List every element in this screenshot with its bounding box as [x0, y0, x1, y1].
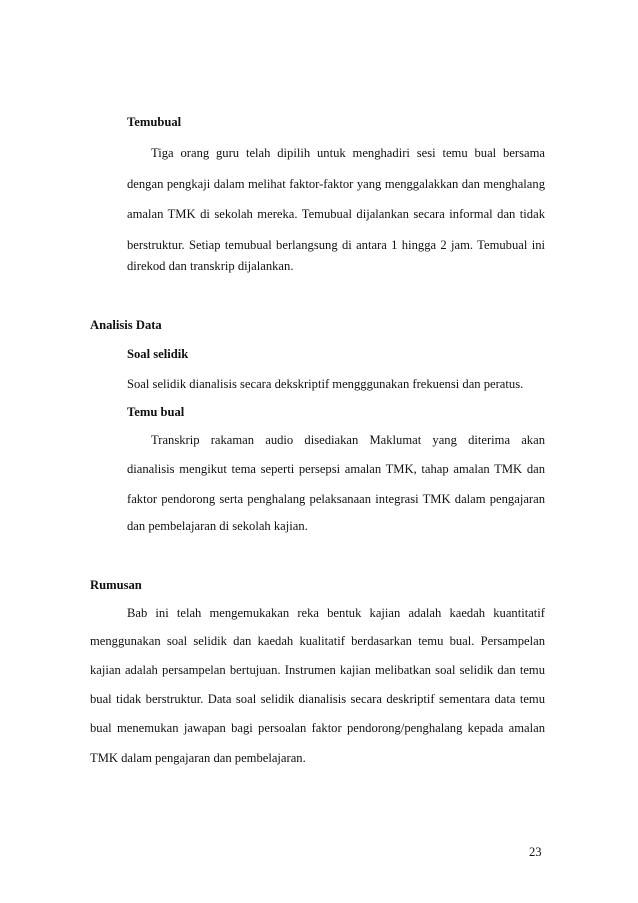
- temubual-line: direkod dan transkrip dijalankan.: [127, 259, 294, 273]
- rumusan-line: bual menemukan jawapan bagi persoalan faktor pendorong/penghalang kepada amalan: [90, 721, 545, 735]
- temu-bual-line: dianalisis mengikut tema seperti persepsi amalan TMK, tahap amalan TMK dan: [127, 462, 545, 476]
- temubual-line: amalan TMK di sekolah mereka. Temubual dijalankan secara informal dan tidak: [127, 207, 545, 221]
- page-number: 23: [529, 845, 542, 859]
- analisis-data-heading: Analisis Data: [90, 318, 162, 332]
- rumusan-line: bual tidak berstruktur. Data soal selidik dianalisis secara deskriptif sementara data temu: [90, 692, 545, 706]
- soal-selidik-text: Soal selidik dianalisis secara dekskriptif mengggunakan frekuensi dan peratus.: [127, 377, 524, 391]
- temu-bual-line: dan pembelajaran di sekolah kajian.: [127, 519, 308, 533]
- rumusan-line: Bab ini telah mengemukakan reka bentuk kajian adalah kaedah kuantitatif: [127, 606, 545, 620]
- rumusan-line: menggunakan soal selidik dan kaedah kualitatif berdasarkan temu bual. Persampelan: [90, 634, 545, 648]
- soal-selidik-heading: Soal selidik: [127, 347, 189, 361]
- temu-bual-line: Transkrip rakaman audio disediakan Maklumat yang diterima akan: [151, 433, 545, 447]
- temu-bual-line: faktor pendorong serta penghalang pelaksanaan integrasi TMK dalam pengajaran: [127, 492, 545, 506]
- rumusan-line: kajian adalah persampelan bertujuan. Instrumen kajian melibatkan soal selidik dan temu: [90, 663, 545, 677]
- temubual-line: dengan pengkaji dalam melihat faktor-faktor yang menggalakkan dan menghalang: [127, 177, 545, 191]
- rumusan-line: TMK dalam pengajaran dan pembelajaran.: [90, 751, 306, 765]
- temu-bual-heading: Temu bual: [127, 405, 185, 419]
- rumusan-heading: Rumusan: [90, 578, 142, 592]
- temubual-line: Tiga orang guru telah dipilih untuk menghadiri sesi temu bual bersama: [151, 146, 545, 160]
- temubual-heading: Temubual: [127, 115, 182, 129]
- temubual-line: berstruktur. Setiap temubual berlangsung di antara 1 hingga 2 jam. Temubual ini: [127, 238, 545, 252]
